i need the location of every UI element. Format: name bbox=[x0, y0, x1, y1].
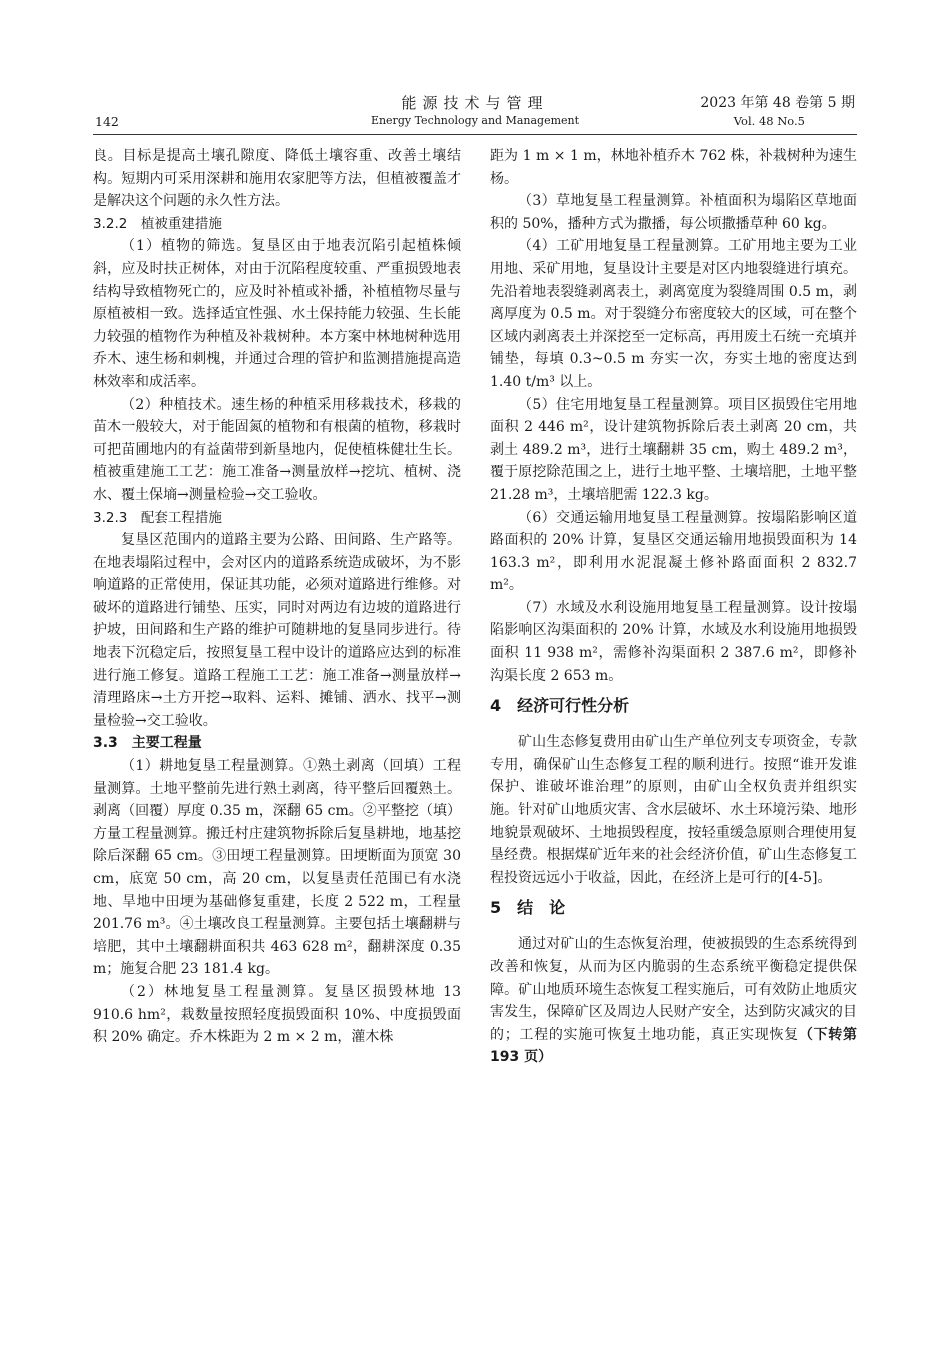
section-4-heading: 4 经济可行性分析 bbox=[490, 696, 630, 716]
page-number: 142 bbox=[95, 114, 119, 129]
section-3-3-heading: 3.3 主要工程量 bbox=[93, 735, 202, 752]
issue-info-en: Vol. 48 No.5 bbox=[733, 114, 805, 128]
issue-info-cn: 2023 年第 48 卷第 5 期 bbox=[700, 95, 855, 111]
paragraph-grassland-quantity: （3）草地复垦工程量测算。补植面积为塌陷区草地面积的 50%，播种方式为撒播，每公顷撒播草种 60 kg。 bbox=[490, 193, 857, 232]
paragraph-soil-continued: 良。目标是提高土壤孔隙度、降低土壤容重、改善土壤结构。短期内可采用深耕和施用农家肥等方法，但植被覆盖才是解决这个问题的永久性方法。 bbox=[93, 148, 461, 210]
journal-title-en: Energy Technology and Management bbox=[370, 114, 580, 127]
page-header bbox=[93, 92, 857, 135]
journal-title-cn: 能源技术与管理 bbox=[401, 94, 549, 112]
paragraph-road-works: 复垦区范围内的道路主要为公路、田间路、生产路等。在地表塌陷过程中，会对区内的道路系统造成破坏，为不影响道路的正常使用，保证其功能，必须对道路进行维修。对破坏的道路进行铺垫、压实，同时对两边有边坡的道路进行护坡，田间路和生产路的维护可随耕地的复垦同步进行。待地表下沉稳定后，按照复垦工程中设计的道路应达到的标准进行施工修复。道路工程施工工艺：施工准备→测量放样→清理路床→土方开挖→取料、运料、摊铺、洒水、找平→测量检验→交工验收。 bbox=[93, 532, 461, 729]
paragraph-conclusion bbox=[490, 933, 857, 1069]
paragraph-residential-quantity: （5）住宅用地复垦工程量测算。项目区损毁住宅用地面积 2 446 m²，设计建筑物拆除后表土剥离 20 cm，共剥土 489.2 m³，进行土壤翻耕 35 cm，购土 489.2 m³，覆于原挖除范围之上，进行土地平整、土壤培肥，土地平整 21.28 m³，土壤培肥需 122.3 kg。 bbox=[490, 396, 857, 503]
paragraph-economic-feasibility: 矿山生态修复费用由矿山生产单位列支专项资金，专款专用，确保矿山生态修复工程的顺利进行。按照“谁开发谁保护、谁破坏谁治理”的原则，由矿山全权负责并组织实施。针对矿山地质灾害、含水层破坏、水土环境污染、地形地貌景观破坏、土地损毁程度，按轻重缓急原则合理使用复垦经费。根据煤矿近年来的社会经济价值，矿山生态修复工程投资远远小于收益，因此，在经济上是可行的[4-5]。 bbox=[490, 734, 857, 886]
subsection-3-2-2-heading: 3.2.2 植被重建措施 bbox=[93, 215, 222, 232]
right-column bbox=[490, 145, 857, 1069]
left-column bbox=[93, 145, 461, 1049]
conclusion-text: 通过对矿山的生态恢复治理，使被损毁的生态系统得到改善和恢复，从而为区内脆弱的生态系统平衡稳定提供保障。矿山地质环境生态恢复工程实施后，可有效防止地质灾害发生，保障矿区及周边人民财产安全，达到防灾减灾的目的；工程的实施可恢复土地功能，真正实现恢复 bbox=[490, 936, 857, 1043]
paragraph-farmland-quantity: （1）耕地复垦工程量测算。①熟土剥离（回填）工程量测算。土地平整前先进行熟土剥离，待平整后回覆熟土。剥离（回覆）厚度 0.35 m，深翻 65 cm。②平整挖（填）方量工程量测算。搬迁村庄建筑物拆除后复垦耕地，地基挖除后深翻 65 cm。③田埂工程量测算。田埂断面为顶宽 30 cm，底宽 50 cm，高 20 cm，以复垦责任范围已有水浇地、旱地中田埂为基础修复重建，长度 2 522 m，工程量 201.76 m³。④土壤改良工程量测算。主要包括土壤翻耕与培肥，其中土壤翻耕面积共 463 628 m²，翻耕深度 0.35 m；施复合肥 23 181.4 kg。 bbox=[93, 758, 461, 978]
paragraph-industrial-quantity: （4）工矿用地复垦工程量测算。工矿用地主要为工业用地、采矿用地，复垦设计主要是对区内地裂缝进行填充。先沿着地表裂缝剥离表土，剥离宽度为裂缝周围 0.5 m，剥离厚度为 0.5 m。对于裂缝分布密度较大的区域，可在整个区域内剥离表土并深挖至一定标高，再用废土石统一充填并铺垫，每填 0.3~0.5 m 夯实一次，夯实土地的密度达到 1.40 t/m³ 以上。 bbox=[490, 238, 857, 390]
paragraph-forest-continued: 距为 1 m × 1 m，林地补植乔木 762 株，补栽树种为速生杨。 bbox=[490, 148, 857, 187]
subsection-3-2-3-heading: 3.2.3 配套工程措施 bbox=[93, 509, 222, 526]
paragraph-plant-selection: （1）植物的筛选。复垦区由于地表沉陷引起植株倾斜，应及时扶正树体，对由于沉陷程度较重、严重损毁地表结构导致植物死亡的，应及时补植或补播，补植植物尽量与原植被相一致。选择适宜性强、水土保持能力较强、生长能力较强的植物作为种植及补栽树种。本方案中林地树种选用乔木、速生杨和刺槐，并通过合理的管护和监测措施提高造林效率和成活率。 bbox=[93, 238, 461, 390]
paragraph-water-quantity: （7）水域及水利设施用地复垦工程量测算。设计按塌陷影响区沟渠面积的 20% 计算，水域及水利设施用地损毁面积 11 938 m²，需修补沟渠面积 2 387.6 m²，即修补沟渠长度 2 653 m。 bbox=[490, 599, 857, 684]
section-5-heading: 5 结 论 bbox=[490, 898, 566, 918]
paragraph-forest-quantity: （2）林地复垦工程量测算。复垦区损毁林地 13 910.6 hm²，栽数量按照轻度损毁面积 10%、中度损毁面积 20% 确定。乔木株距为 2 m × 2 m，灌木株 bbox=[93, 983, 461, 1046]
continued-on-page-note: （下转第 193 页） bbox=[490, 1026, 857, 1066]
paragraph-planting-technique: （2）种植技术。速生杨的种植采用移栽技术，移栽的苗木一般较大，对于能固氮的植物和有根菌的植物，移栽时可把苗圃地内的有益菌带到新垦地内，促使植株健壮生长。植被重建施工工艺：施工准备→测量放样→挖坑、植树、浇水、覆土保墒→测量检验→交工验收。 bbox=[93, 396, 461, 503]
paragraph-transport-quantity: （6）交通运输用地复垦工程量测算。按塌陷影响区道路面积的 20% 计算，复垦区交通运输用地损毁面积为 14 163.3 m²，即利用水泥混凝土修补路面面积 2 832.7 m²。 bbox=[490, 509, 857, 594]
